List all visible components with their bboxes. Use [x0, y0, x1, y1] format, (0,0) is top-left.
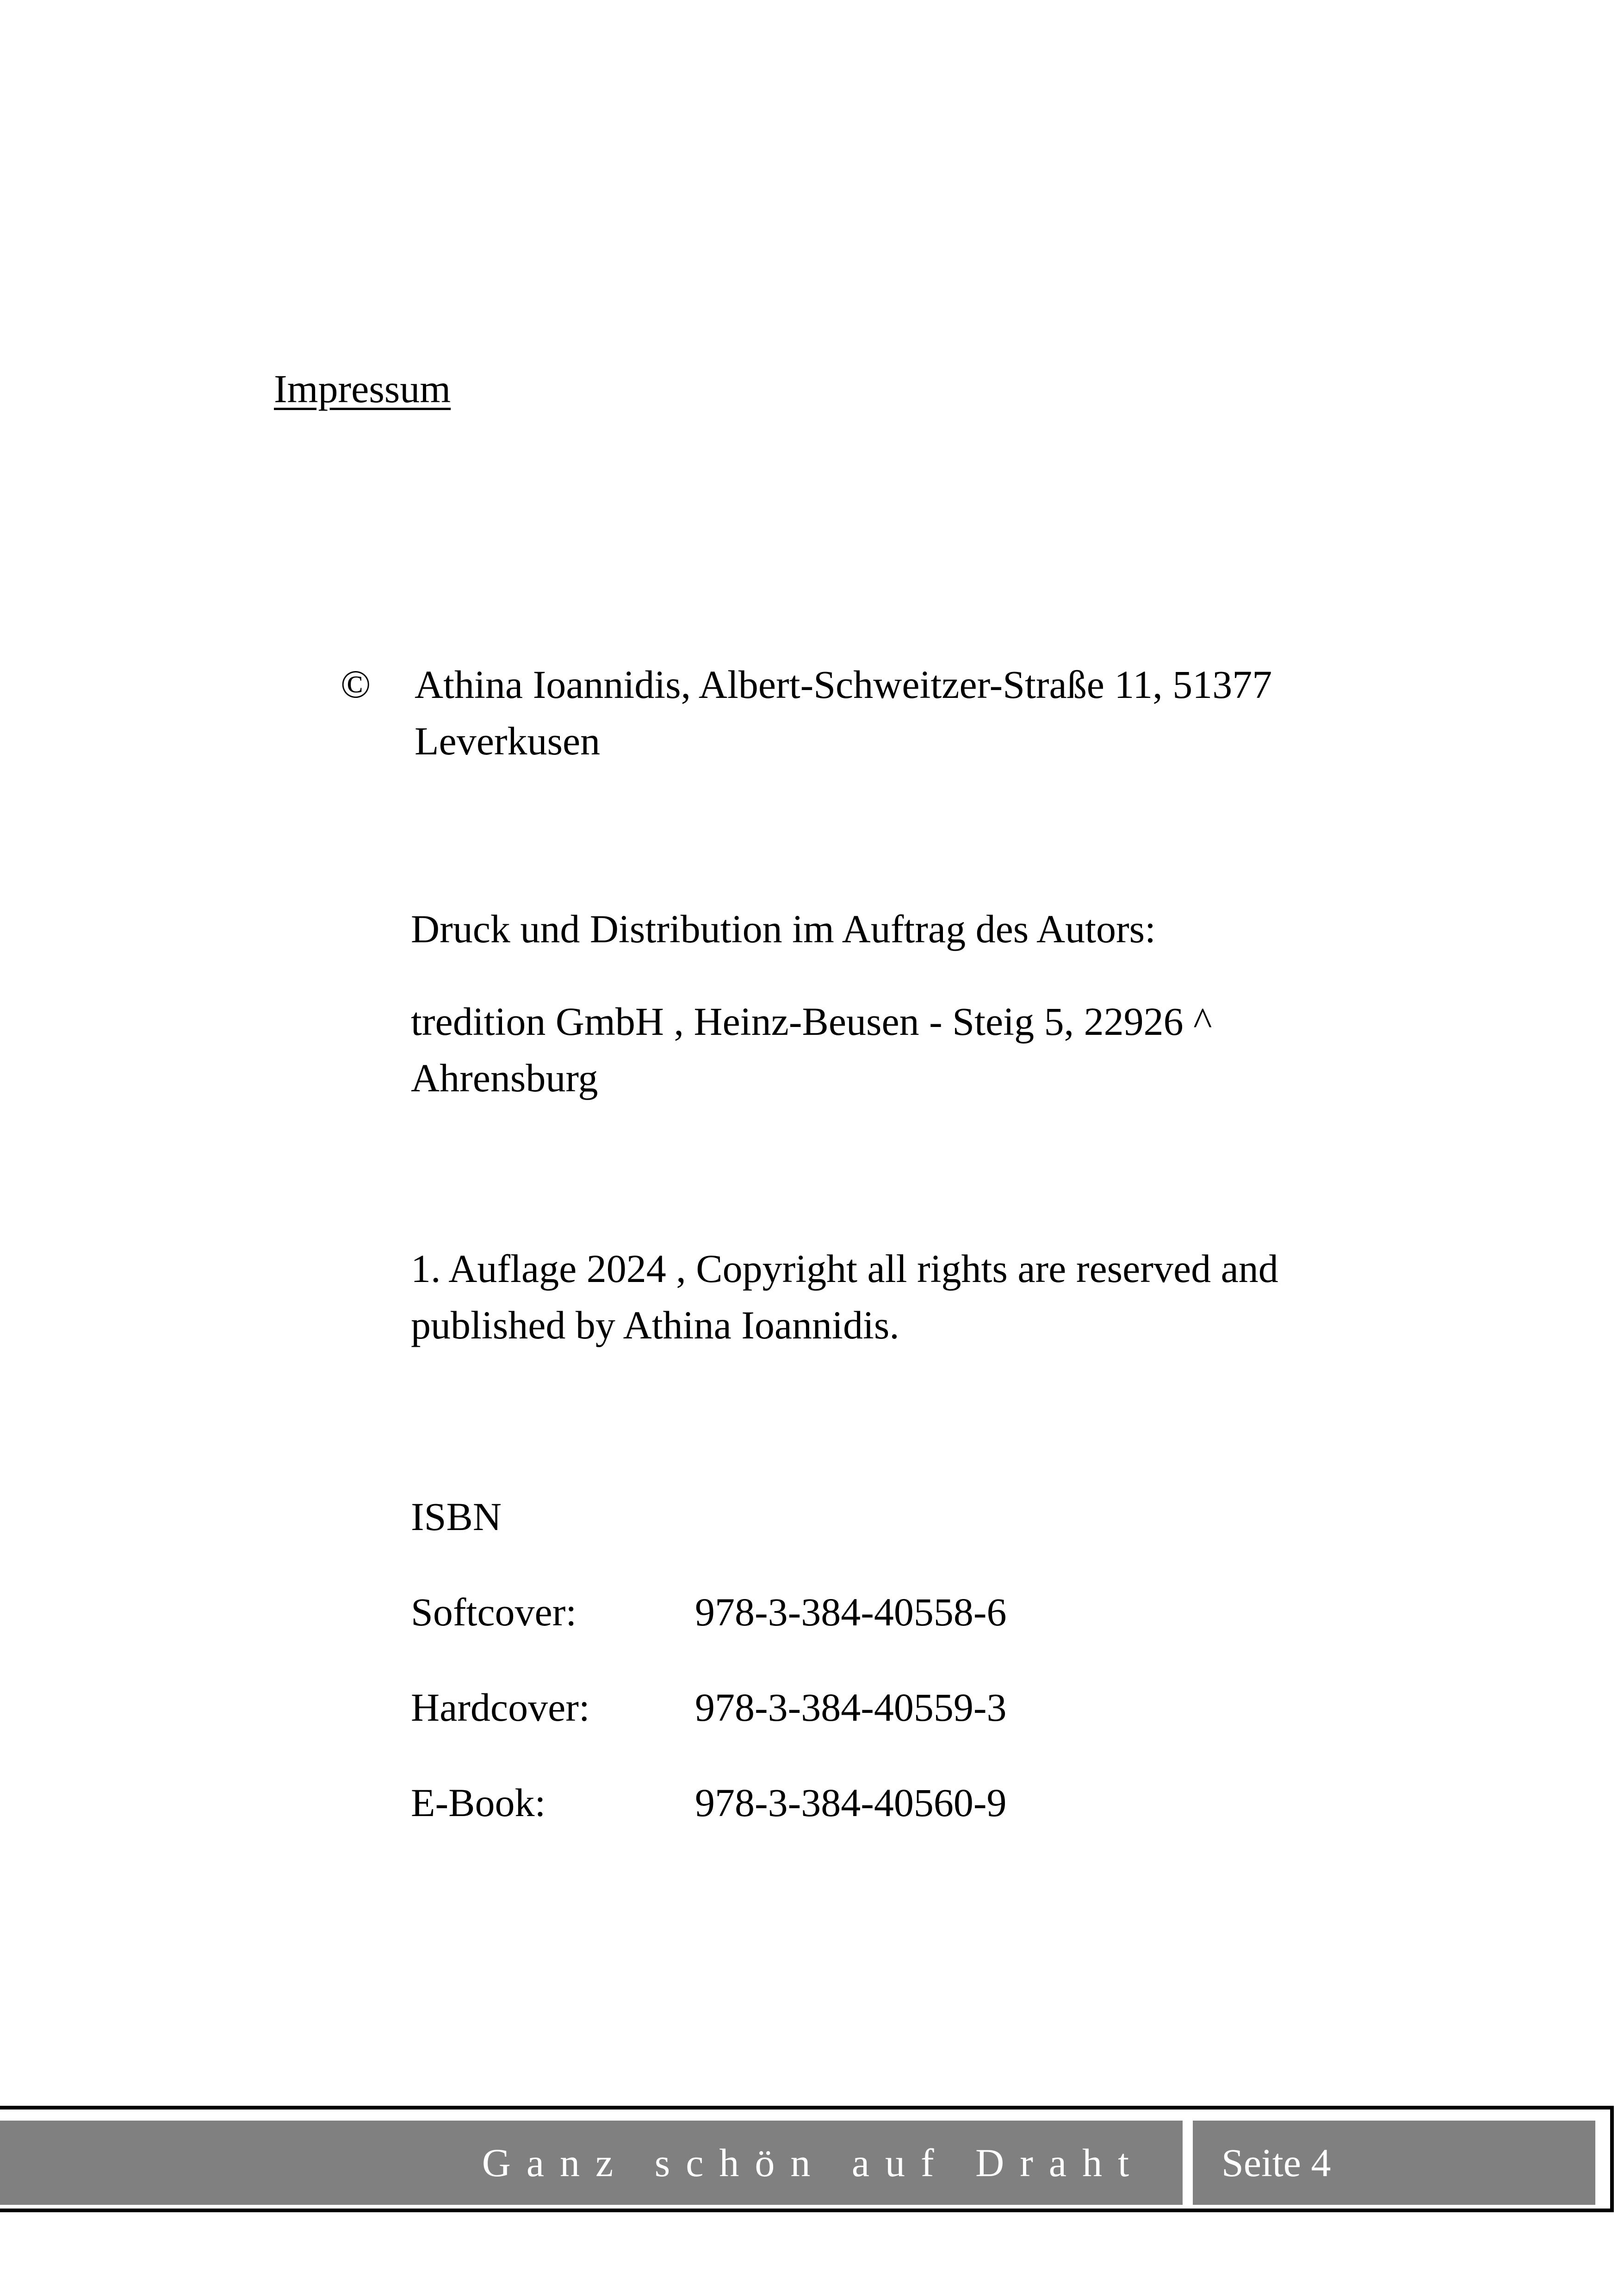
- isbn-value: 978-3-384-40559-3: [695, 1685, 1007, 1730]
- page-number: Seite 4: [1221, 2140, 1331, 2185]
- isbn-label: Softcover:: [411, 1590, 577, 1634]
- isbn-value: 978-3-384-40560-9: [695, 1780, 1007, 1825]
- edition-notice: [411, 1240, 1278, 1353]
- isbn-heading: [411, 1488, 502, 1545]
- printing-intro-text: Druck und Distribution im Auftrag des Autors:: [411, 907, 1156, 951]
- footer-title: Ganz schön auf Draht: [482, 2140, 1145, 2185]
- publisher-line: tredition GmbH , Heinz-Beusen - Steig 5, 22926 ^: [411, 999, 1212, 1044]
- edition-line: 1. Auflage 2024 , Copyright all rights are reserved and: [411, 1246, 1278, 1291]
- page-footer: [0, 2106, 1614, 2212]
- publisher-address: [411, 993, 1212, 1106]
- footer-title-box: [0, 2121, 1183, 2205]
- page-heading: Impressum: [274, 367, 451, 411]
- isbn-heading-text: ISBN: [411, 1494, 502, 1539]
- copyright-line: Leverkusen: [415, 719, 601, 763]
- isbn-label: E-Book:: [411, 1780, 546, 1825]
- isbn-label: Hardcover:: [411, 1685, 590, 1730]
- publisher-line: Ahrensburg: [411, 1056, 598, 1100]
- copyright-holder: [415, 656, 1272, 769]
- copyright-icon: ©: [341, 662, 371, 706]
- edition-line: published by Athina Ioannidis.: [411, 1303, 899, 1347]
- footer-page-box: [1193, 2121, 1595, 2205]
- isbn-value: 978-3-384-40558-6: [695, 1590, 1007, 1634]
- copyright-line: Athina Ioannidis, Albert-Schweitzer-Straße 11, 51377: [415, 662, 1272, 707]
- printing-intro: [411, 901, 1156, 957]
